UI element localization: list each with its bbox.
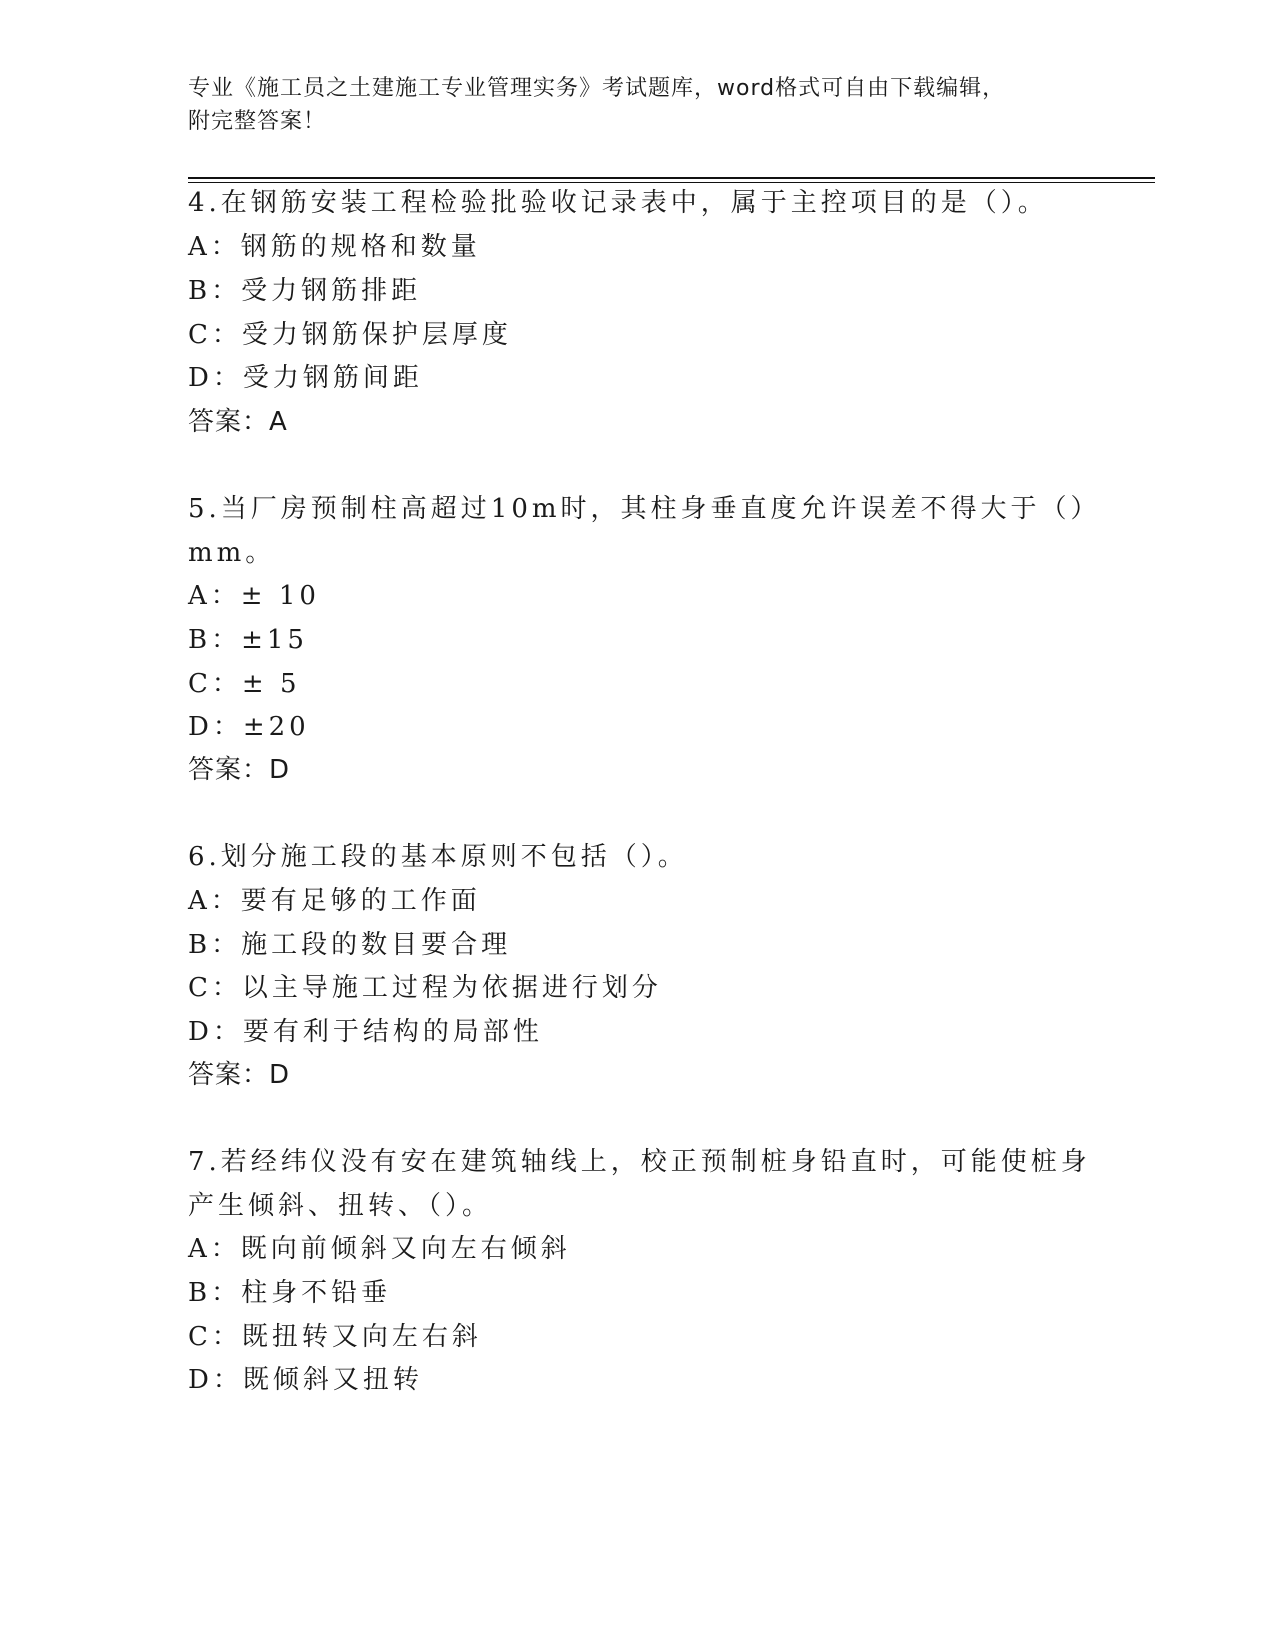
question-6-option-b: B：施工段的数目要合理	[188, 930, 512, 960]
question-4-option-b: B：受力钢筋排距	[188, 276, 422, 306]
header-divider-thin	[188, 182, 1155, 183]
question-4-option-d: D：受力钢筋间距	[188, 363, 423, 393]
question-4-stem: 4.在钢筋安装工程检验批验收记录表中，属于主控项目的是（）。	[188, 188, 1048, 218]
header-line-2: 附完整答案！	[188, 109, 327, 134]
question-6-option-a: A：要有足够的工作面	[188, 886, 481, 916]
question-5-option-a: A：± 10	[188, 581, 320, 611]
question-4-option-a: A：钢筋的规格和数量	[188, 232, 481, 262]
question-7-option-c: C：既扭转又向左右斜	[188, 1322, 482, 1352]
question-5-option-b: B：±15	[188, 625, 308, 655]
question-6-answer: 答案：D	[188, 1060, 291, 1090]
question-6-stem: 6.划分施工段的基本原则不包括（）。	[188, 842, 688, 872]
question-7-stem: 7.若经纬仪没有安在建筑轴线上，校正预制桩身铅直时，可能使桩身	[188, 1147, 1091, 1177]
question-6-option-c: C：以主导施工过程为依据进行划分	[188, 973, 662, 1003]
question-7-option-b: B：柱身不铅垂	[188, 1278, 392, 1308]
question-5-stem: 5.当厂房预制柱高超过10m时，其柱身垂直度允许误差不得大于（）	[188, 494, 1101, 524]
question-5-answer: 答案：D	[188, 755, 291, 785]
question-7-stem-cont: 产生倾斜、扭转、（）。	[188, 1191, 493, 1221]
header-divider-thick	[188, 177, 1155, 179]
question-7-option-a: A：既向前倾斜又向左右倾斜	[188, 1234, 571, 1264]
question-7-option-d: D：既倾斜又扭转	[188, 1365, 423, 1395]
header-line-1: 专业《施工员之土建施工专业管理实务》考试题库，word格式可自由下载编辑，	[188, 76, 1006, 101]
question-4-option-c: C：受力钢筋保护层厚度	[188, 320, 512, 350]
question-5-stem-cont: mm。	[188, 538, 276, 568]
question-6-option-d: D：要有利于结构的局部性	[188, 1017, 543, 1047]
question-4-answer: 答案：A	[188, 407, 288, 437]
document-header	[188, 72, 1068, 138]
question-5-option-d: D：±20	[188, 712, 310, 742]
question-5-option-c: C：± 5	[188, 669, 301, 699]
